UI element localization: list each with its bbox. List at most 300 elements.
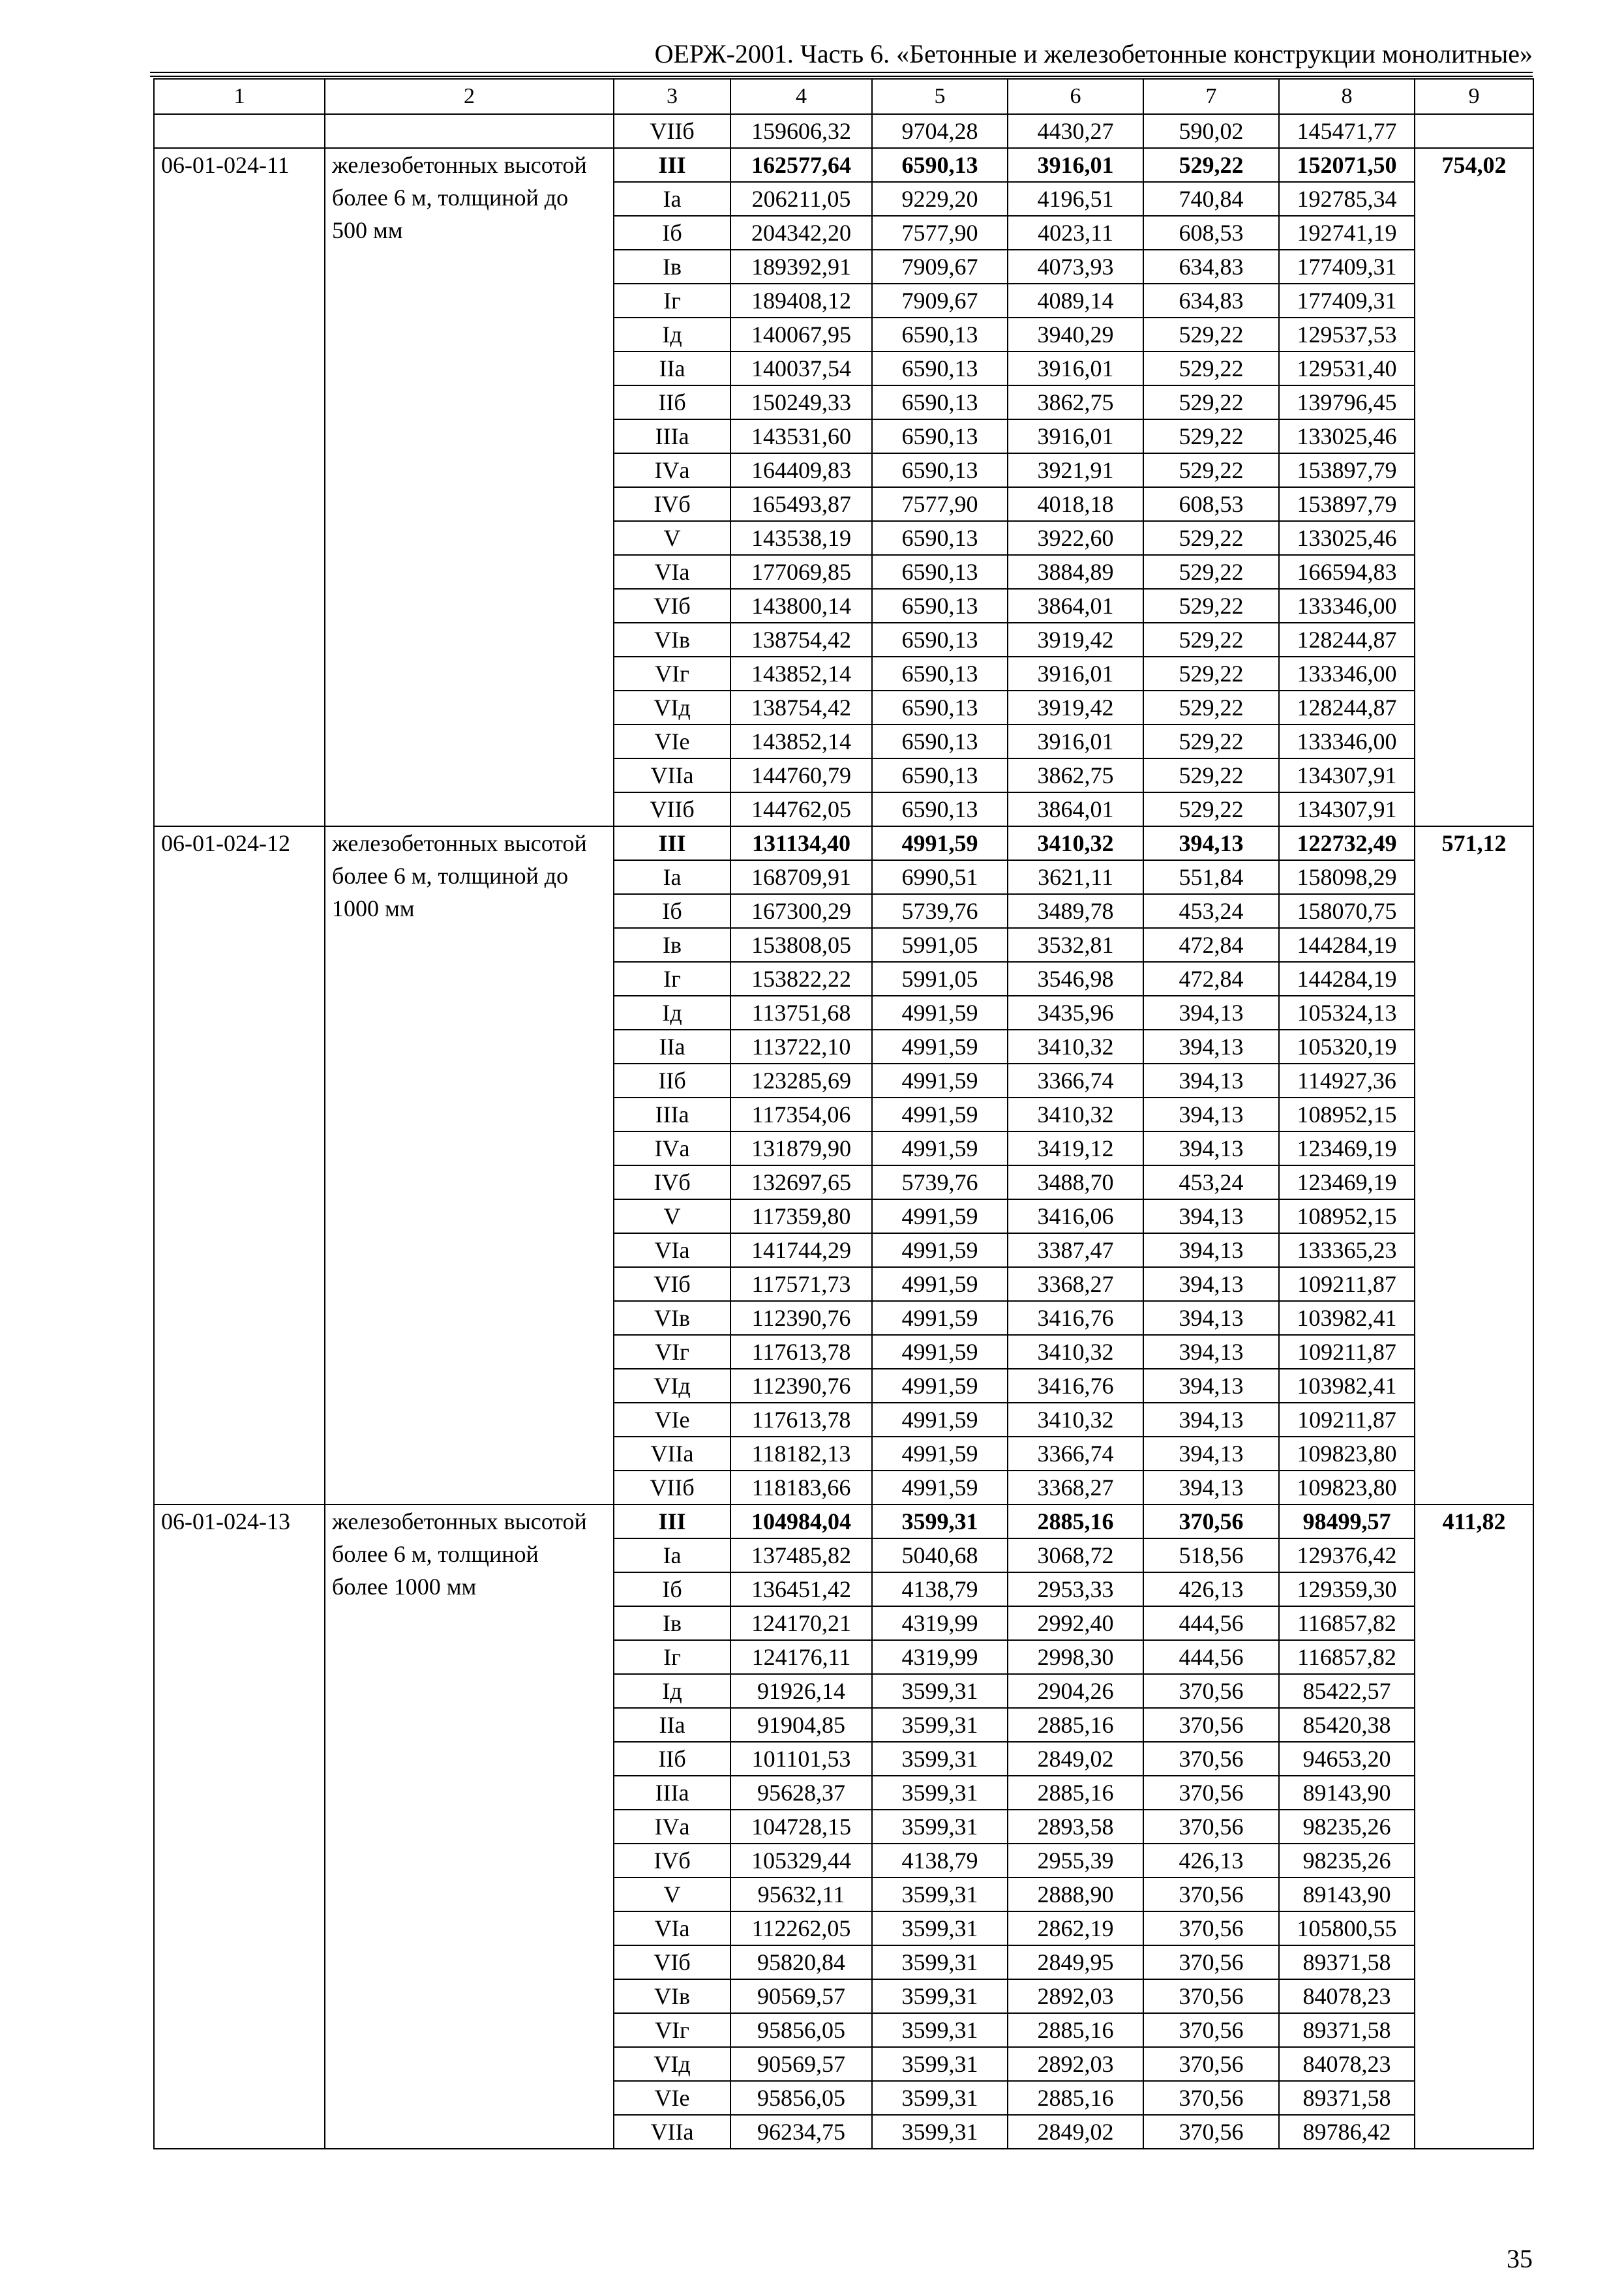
value-cell: 529,22 xyxy=(1143,352,1279,385)
value-cell: 143852,14 xyxy=(730,725,872,758)
class-cell: VIд xyxy=(614,1369,730,1403)
value-cell: 159606,32 xyxy=(730,114,872,148)
value-cell: 3916,01 xyxy=(1008,148,1143,182)
value-cell: 189392,91 xyxy=(730,250,872,284)
class-cell: VIIб xyxy=(614,1471,730,1504)
value-cell: 2955,39 xyxy=(1008,1844,1143,1878)
value-cell: 105800,55 xyxy=(1279,1911,1415,1945)
value-cell: 3599,31 xyxy=(872,2013,1008,2047)
class-cell: IVа xyxy=(614,1810,730,1844)
value-cell: 4991,59 xyxy=(872,1098,1008,1131)
class-cell: VIе xyxy=(614,1403,730,1437)
value-cell: 112262,05 xyxy=(730,1911,872,1945)
code-cell: 06-01-024-11 xyxy=(154,148,325,826)
value-cell: 153822,22 xyxy=(730,962,872,996)
value-cell: 123469,19 xyxy=(1279,1131,1415,1165)
value-cell: 3919,42 xyxy=(1008,691,1143,725)
value-cell: 89371,58 xyxy=(1279,2013,1415,2047)
description-line: более 1000 мм xyxy=(332,1574,477,1600)
value-cell: 133346,00 xyxy=(1279,725,1415,758)
value-cell: 5739,76 xyxy=(872,894,1008,928)
value-cell: 370,56 xyxy=(1143,1742,1279,1776)
value-cell: 370,56 xyxy=(1143,1776,1279,1810)
value-cell: 4991,59 xyxy=(872,996,1008,1030)
total-cell: 411,82 xyxy=(1415,1504,1533,2149)
header-rule xyxy=(150,72,1533,77)
value-cell: 116857,82 xyxy=(1279,1640,1415,1674)
value-cell: 370,56 xyxy=(1143,2115,1279,2149)
value-cell: 2992,40 xyxy=(1008,1606,1143,1640)
value-cell: 4138,79 xyxy=(872,1844,1008,1878)
class-cell: Iб xyxy=(614,894,730,928)
value-cell: 158070,75 xyxy=(1279,894,1415,928)
value-cell: 123469,19 xyxy=(1279,1165,1415,1199)
value-cell: 4991,59 xyxy=(872,1301,1008,1335)
value-cell: 168709,91 xyxy=(730,860,872,894)
value-cell: 394,13 xyxy=(1143,1199,1279,1233)
value-cell: 3599,31 xyxy=(872,1979,1008,2013)
value-cell: 6590,13 xyxy=(872,623,1008,657)
value-cell: 4138,79 xyxy=(872,1572,1008,1606)
value-cell: 6590,13 xyxy=(872,657,1008,691)
value-cell: 3599,31 xyxy=(872,2115,1008,2149)
value-cell: 101101,53 xyxy=(730,1742,872,1776)
value-cell: 103982,41 xyxy=(1279,1369,1415,1403)
value-cell: 114927,36 xyxy=(1279,1064,1415,1098)
class-cell: IVа xyxy=(614,453,730,487)
class-cell: VIв xyxy=(614,1979,730,2013)
class-cell: III xyxy=(614,1504,730,1538)
value-cell: 2849,95 xyxy=(1008,1945,1143,1979)
value-cell: 6590,13 xyxy=(872,758,1008,792)
value-cell: 3599,31 xyxy=(872,1878,1008,1911)
class-cell: Iб xyxy=(614,1572,730,1606)
value-cell: 136451,42 xyxy=(730,1572,872,1606)
total-cell xyxy=(1415,114,1533,148)
value-cell: 370,56 xyxy=(1143,1674,1279,1708)
class-cell: VIб xyxy=(614,1945,730,1979)
value-cell: 5040,68 xyxy=(872,1538,1008,1572)
value-cell: 529,22 xyxy=(1143,385,1279,419)
class-cell: Iа xyxy=(614,182,730,216)
value-cell: 6590,13 xyxy=(872,385,1008,419)
value-cell: 4991,59 xyxy=(872,1030,1008,1064)
class-cell: IIIа xyxy=(614,1098,730,1131)
value-cell: 109823,80 xyxy=(1279,1471,1415,1504)
value-cell: 138754,42 xyxy=(730,691,872,725)
value-cell: 105329,44 xyxy=(730,1844,872,1878)
code-cell: 06-01-024-13 xyxy=(154,1504,325,2149)
value-cell: 108952,15 xyxy=(1279,1199,1415,1233)
value-cell: 4991,59 xyxy=(872,1437,1008,1471)
value-cell: 113751,68 xyxy=(730,996,872,1030)
value-cell: 6590,13 xyxy=(872,725,1008,758)
description-cell xyxy=(325,148,614,826)
value-cell: 472,84 xyxy=(1143,928,1279,962)
value-cell: 394,13 xyxy=(1143,1403,1279,1437)
value-cell: 3368,27 xyxy=(1008,1471,1143,1504)
value-cell: 3916,01 xyxy=(1008,725,1143,758)
value-cell: 131134,40 xyxy=(730,826,872,860)
continuation-row xyxy=(154,114,1533,148)
value-cell: 113722,10 xyxy=(730,1030,872,1064)
value-cell: 166594,83 xyxy=(1279,555,1415,589)
value-cell: 529,22 xyxy=(1143,555,1279,589)
value-cell: 3387,47 xyxy=(1008,1233,1143,1267)
value-cell: 3488,70 xyxy=(1008,1165,1143,1199)
value-cell: 94653,20 xyxy=(1279,1742,1415,1776)
value-cell: 165493,87 xyxy=(730,487,872,521)
description-line: более 6 м, толщиной до xyxy=(332,863,569,889)
value-cell: 2892,03 xyxy=(1008,1979,1143,2013)
value-cell: 84078,23 xyxy=(1279,2047,1415,2081)
class-cell: Iв xyxy=(614,1606,730,1640)
value-cell: 145471,77 xyxy=(1279,114,1415,148)
value-cell: 3599,31 xyxy=(872,2081,1008,2115)
value-cell: 108952,15 xyxy=(1279,1098,1415,1131)
value-cell: 394,13 xyxy=(1143,1098,1279,1131)
value-cell: 4991,59 xyxy=(872,1199,1008,1233)
class-cell: Iв xyxy=(614,928,730,962)
value-cell: 128244,87 xyxy=(1279,691,1415,725)
value-cell: 2849,02 xyxy=(1008,2115,1143,2149)
value-cell: 6590,13 xyxy=(872,352,1008,385)
value-cell: 2998,30 xyxy=(1008,1640,1143,1674)
value-cell: 590,02 xyxy=(1143,114,1279,148)
value-cell: 150249,33 xyxy=(730,385,872,419)
class-cell: VIв xyxy=(614,1301,730,1335)
value-cell: 7909,67 xyxy=(872,284,1008,318)
value-cell: 394,13 xyxy=(1143,1437,1279,1471)
class-cell: VIIа xyxy=(614,758,730,792)
description-cell xyxy=(325,1504,614,2149)
value-cell: 139796,45 xyxy=(1279,385,1415,419)
description-line: 500 мм xyxy=(332,217,403,243)
value-cell: 3546,98 xyxy=(1008,962,1143,996)
value-cell: 177069,85 xyxy=(730,555,872,589)
class-cell: IVб xyxy=(614,1844,730,1878)
value-cell: 3916,01 xyxy=(1008,419,1143,453)
value-cell: 124170,21 xyxy=(730,1606,872,1640)
value-cell: 144762,05 xyxy=(730,792,872,826)
class-cell: IIб xyxy=(614,385,730,419)
value-cell: 551,84 xyxy=(1143,860,1279,894)
column-number: 5 xyxy=(872,79,1008,114)
value-cell: 394,13 xyxy=(1143,1369,1279,1403)
class-cell: VIг xyxy=(614,1335,730,1369)
value-cell: 2953,33 xyxy=(1008,1572,1143,1606)
column-number: 1 xyxy=(154,79,325,114)
value-cell: 2885,16 xyxy=(1008,2013,1143,2047)
value-cell: 6590,13 xyxy=(872,318,1008,352)
value-cell: 529,22 xyxy=(1143,589,1279,623)
class-cell: IIа xyxy=(614,1708,730,1742)
value-cell: 133346,00 xyxy=(1279,657,1415,691)
value-cell: 134307,91 xyxy=(1279,758,1415,792)
value-cell: 3862,75 xyxy=(1008,758,1143,792)
value-cell: 95820,84 xyxy=(730,1945,872,1979)
value-cell: 89143,90 xyxy=(1279,1776,1415,1810)
description-line: железобетонных высотой xyxy=(332,1508,587,1534)
value-cell: 3366,74 xyxy=(1008,1437,1143,1471)
value-cell: 140067,95 xyxy=(730,318,872,352)
column-number: 7 xyxy=(1143,79,1279,114)
value-cell: 96234,75 xyxy=(730,2115,872,2149)
value-cell: 4991,59 xyxy=(872,1233,1008,1267)
value-cell: 177409,31 xyxy=(1279,284,1415,318)
value-cell: 112390,76 xyxy=(730,1369,872,1403)
class-cell: IIб xyxy=(614,1742,730,1776)
description-line: более 6 м, толщиной до xyxy=(332,185,569,211)
page-number: 35 xyxy=(1507,2244,1533,2273)
value-cell: 3366,74 xyxy=(1008,1064,1143,1098)
value-cell: 123285,69 xyxy=(730,1064,872,1098)
table-row xyxy=(154,826,1533,860)
value-cell: 177409,31 xyxy=(1279,250,1415,284)
value-cell: 3940,29 xyxy=(1008,318,1143,352)
value-cell: 2888,90 xyxy=(1008,1878,1143,1911)
value-cell: 143531,60 xyxy=(730,419,872,453)
class-cell: VIIа xyxy=(614,1437,730,1471)
value-cell: 3864,01 xyxy=(1008,589,1143,623)
code-cell: 06-01-024-12 xyxy=(154,826,325,1504)
value-cell: 3599,31 xyxy=(872,1674,1008,1708)
value-cell: 9704,28 xyxy=(872,114,1008,148)
value-cell: 370,56 xyxy=(1143,2047,1279,2081)
value-cell: 167300,29 xyxy=(730,894,872,928)
value-cell: 206211,05 xyxy=(730,182,872,216)
value-cell: 109211,87 xyxy=(1279,1403,1415,1437)
value-cell: 131879,90 xyxy=(730,1131,872,1165)
total-cell: 754,02 xyxy=(1415,148,1533,826)
value-cell: 129537,53 xyxy=(1279,318,1415,352)
value-cell: 529,22 xyxy=(1143,758,1279,792)
value-cell: 104984,04 xyxy=(730,1504,872,1538)
value-cell: 3599,31 xyxy=(872,1810,1008,1844)
value-cell: 4319,99 xyxy=(872,1606,1008,1640)
value-cell: 394,13 xyxy=(1143,826,1279,860)
value-cell: 133025,46 xyxy=(1279,521,1415,555)
value-cell: 529,22 xyxy=(1143,419,1279,453)
value-cell: 370,56 xyxy=(1143,2013,1279,2047)
value-cell: 634,83 xyxy=(1143,250,1279,284)
class-cell: VIг xyxy=(614,657,730,691)
value-cell: 4991,59 xyxy=(872,1335,1008,1369)
class-cell: VIв xyxy=(614,623,730,657)
value-cell: 6590,13 xyxy=(872,419,1008,453)
value-cell: 518,56 xyxy=(1143,1538,1279,1572)
value-cell: 141744,29 xyxy=(730,1233,872,1267)
value-cell: 109823,80 xyxy=(1279,1437,1415,1471)
value-cell: 5991,05 xyxy=(872,928,1008,962)
value-cell: 133346,00 xyxy=(1279,589,1415,623)
column-number: 2 xyxy=(325,79,614,114)
value-cell: 529,22 xyxy=(1143,725,1279,758)
value-cell: 608,53 xyxy=(1143,487,1279,521)
value-cell: 153808,05 xyxy=(730,928,872,962)
value-cell: 3416,76 xyxy=(1008,1369,1143,1403)
value-cell: 3862,75 xyxy=(1008,385,1143,419)
class-cell: VIб xyxy=(614,1267,730,1301)
value-cell: 370,56 xyxy=(1143,1878,1279,1911)
value-cell: 89786,42 xyxy=(1279,2115,1415,2149)
value-cell: 104728,15 xyxy=(730,1810,872,1844)
value-cell: 189408,12 xyxy=(730,284,872,318)
column-number: 9 xyxy=(1415,79,1533,114)
value-cell: 4196,51 xyxy=(1008,182,1143,216)
value-cell: 98235,26 xyxy=(1279,1810,1415,1844)
value-cell: 144760,79 xyxy=(730,758,872,792)
value-cell: 162577,64 xyxy=(730,148,872,182)
value-cell: 394,13 xyxy=(1143,1064,1279,1098)
column-number: 3 xyxy=(614,79,730,114)
value-cell: 2892,03 xyxy=(1008,2047,1143,2081)
value-cell: 3489,78 xyxy=(1008,894,1143,928)
value-cell: 6590,13 xyxy=(872,521,1008,555)
value-cell: 394,13 xyxy=(1143,996,1279,1030)
column-numbers-row xyxy=(154,79,1533,114)
value-cell: 6590,13 xyxy=(872,453,1008,487)
value-cell: 394,13 xyxy=(1143,1267,1279,1301)
value-cell: 128244,87 xyxy=(1279,623,1415,657)
description-cell xyxy=(325,826,614,1504)
value-cell: 152071,50 xyxy=(1279,148,1415,182)
value-cell: 140037,54 xyxy=(730,352,872,385)
class-cell: IIIа xyxy=(614,1776,730,1810)
class-cell: V xyxy=(614,1199,730,1233)
value-cell: 529,22 xyxy=(1143,148,1279,182)
value-cell: 2862,19 xyxy=(1008,1911,1143,1945)
class-cell: VIIб xyxy=(614,792,730,826)
value-cell: 4073,93 xyxy=(1008,250,1143,284)
class-cell: VIе xyxy=(614,2081,730,2115)
value-cell: 2849,02 xyxy=(1008,1742,1143,1776)
value-cell: 3368,27 xyxy=(1008,1267,1143,1301)
value-cell: 105320,19 xyxy=(1279,1030,1415,1064)
value-cell: 95628,37 xyxy=(730,1776,872,1810)
value-cell: 394,13 xyxy=(1143,1131,1279,1165)
running-header: ОЕРЖ-2001. Часть 6. «Бетонные и железобетонные конструкции монолитные» xyxy=(654,39,1533,68)
value-cell: 6590,13 xyxy=(872,555,1008,589)
description-line: 1000 мм xyxy=(332,895,415,921)
value-cell: 426,13 xyxy=(1143,1572,1279,1606)
value-cell: 95856,05 xyxy=(730,2013,872,2047)
value-cell: 6990,51 xyxy=(872,860,1008,894)
class-cell: V xyxy=(614,521,730,555)
value-cell: 3599,31 xyxy=(872,1776,1008,1810)
value-cell: 529,22 xyxy=(1143,792,1279,826)
value-cell: 453,24 xyxy=(1143,894,1279,928)
value-cell: 3599,31 xyxy=(872,1742,1008,1776)
value-cell: 3864,01 xyxy=(1008,792,1143,826)
class-cell: VIа xyxy=(614,555,730,589)
total-cell: 571,12 xyxy=(1415,826,1533,1504)
value-cell: 5739,76 xyxy=(872,1165,1008,1199)
value-cell: 4430,27 xyxy=(1008,114,1143,148)
value-cell: 529,22 xyxy=(1143,657,1279,691)
value-cell: 608,53 xyxy=(1143,216,1279,250)
value-cell: 529,22 xyxy=(1143,453,1279,487)
value-cell: 2885,16 xyxy=(1008,1504,1143,1538)
value-cell: 117571,73 xyxy=(730,1267,872,1301)
value-cell: 4991,59 xyxy=(872,1131,1008,1165)
value-cell: 95856,05 xyxy=(730,2081,872,2115)
value-cell: 4991,59 xyxy=(872,1471,1008,1504)
value-cell: 3919,42 xyxy=(1008,623,1143,657)
value-cell: 91904,85 xyxy=(730,1708,872,1742)
value-cell: 6590,13 xyxy=(872,792,1008,826)
value-cell: 4319,99 xyxy=(872,1640,1008,1674)
value-cell: 132697,65 xyxy=(730,1165,872,1199)
class-cell: VIд xyxy=(614,2047,730,2081)
value-cell: 143538,19 xyxy=(730,521,872,555)
column-number: 6 xyxy=(1008,79,1143,114)
class-cell: VIе xyxy=(614,725,730,758)
class-cell: IIб xyxy=(614,1064,730,1098)
value-cell: 7577,90 xyxy=(872,216,1008,250)
value-cell: 117359,80 xyxy=(730,1199,872,1233)
price-table xyxy=(153,78,1534,2149)
value-cell: 134307,91 xyxy=(1279,792,1415,826)
table-row xyxy=(154,148,1533,182)
value-cell: 3410,32 xyxy=(1008,1335,1143,1369)
value-cell: 370,56 xyxy=(1143,2081,1279,2115)
description-line: железобетонных высотой xyxy=(332,152,587,178)
value-cell: 5991,05 xyxy=(872,962,1008,996)
value-cell: 4018,18 xyxy=(1008,487,1143,521)
value-cell: 95632,11 xyxy=(730,1878,872,1911)
class-cell: VIд xyxy=(614,691,730,725)
value-cell: 117354,06 xyxy=(730,1098,872,1131)
description-line: более 6 м, толщиной xyxy=(332,1541,539,1567)
value-cell: 192741,19 xyxy=(1279,216,1415,250)
value-cell: 4991,59 xyxy=(872,1267,1008,1301)
value-cell: 3922,60 xyxy=(1008,521,1143,555)
class-cell: Iв xyxy=(614,250,730,284)
value-cell: 2885,16 xyxy=(1008,1776,1143,1810)
class-cell: III xyxy=(614,826,730,860)
value-cell: 426,13 xyxy=(1143,1844,1279,1878)
value-cell: 90569,57 xyxy=(730,2047,872,2081)
value-cell: 112390,76 xyxy=(730,1301,872,1335)
value-cell: 4089,14 xyxy=(1008,284,1143,318)
value-cell: 89371,58 xyxy=(1279,1945,1415,1979)
value-cell: 634,83 xyxy=(1143,284,1279,318)
value-cell: 6590,13 xyxy=(872,691,1008,725)
value-cell: 129376,42 xyxy=(1279,1538,1415,1572)
value-cell: 3599,31 xyxy=(872,1945,1008,1979)
class-cell: VIIб xyxy=(614,114,730,148)
class-cell: Iа xyxy=(614,1538,730,1572)
value-cell: 117613,78 xyxy=(730,1335,872,1369)
class-cell: Iг xyxy=(614,284,730,318)
value-cell: 2893,58 xyxy=(1008,1810,1143,1844)
value-cell: 124176,11 xyxy=(730,1640,872,1674)
value-cell: 133025,46 xyxy=(1279,419,1415,453)
value-cell: 4991,59 xyxy=(872,1369,1008,1403)
value-cell: 370,56 xyxy=(1143,1945,1279,1979)
value-cell: 85422,57 xyxy=(1279,1674,1415,1708)
class-cell: Iг xyxy=(614,1640,730,1674)
value-cell: 370,56 xyxy=(1143,1504,1279,1538)
value-cell: 3435,96 xyxy=(1008,996,1143,1030)
class-cell: VIа xyxy=(614,1911,730,1945)
description-cell xyxy=(325,114,614,148)
value-cell: 444,56 xyxy=(1143,1640,1279,1674)
value-cell: 3916,01 xyxy=(1008,352,1143,385)
class-cell: IIа xyxy=(614,352,730,385)
value-cell: 3419,12 xyxy=(1008,1131,1143,1165)
